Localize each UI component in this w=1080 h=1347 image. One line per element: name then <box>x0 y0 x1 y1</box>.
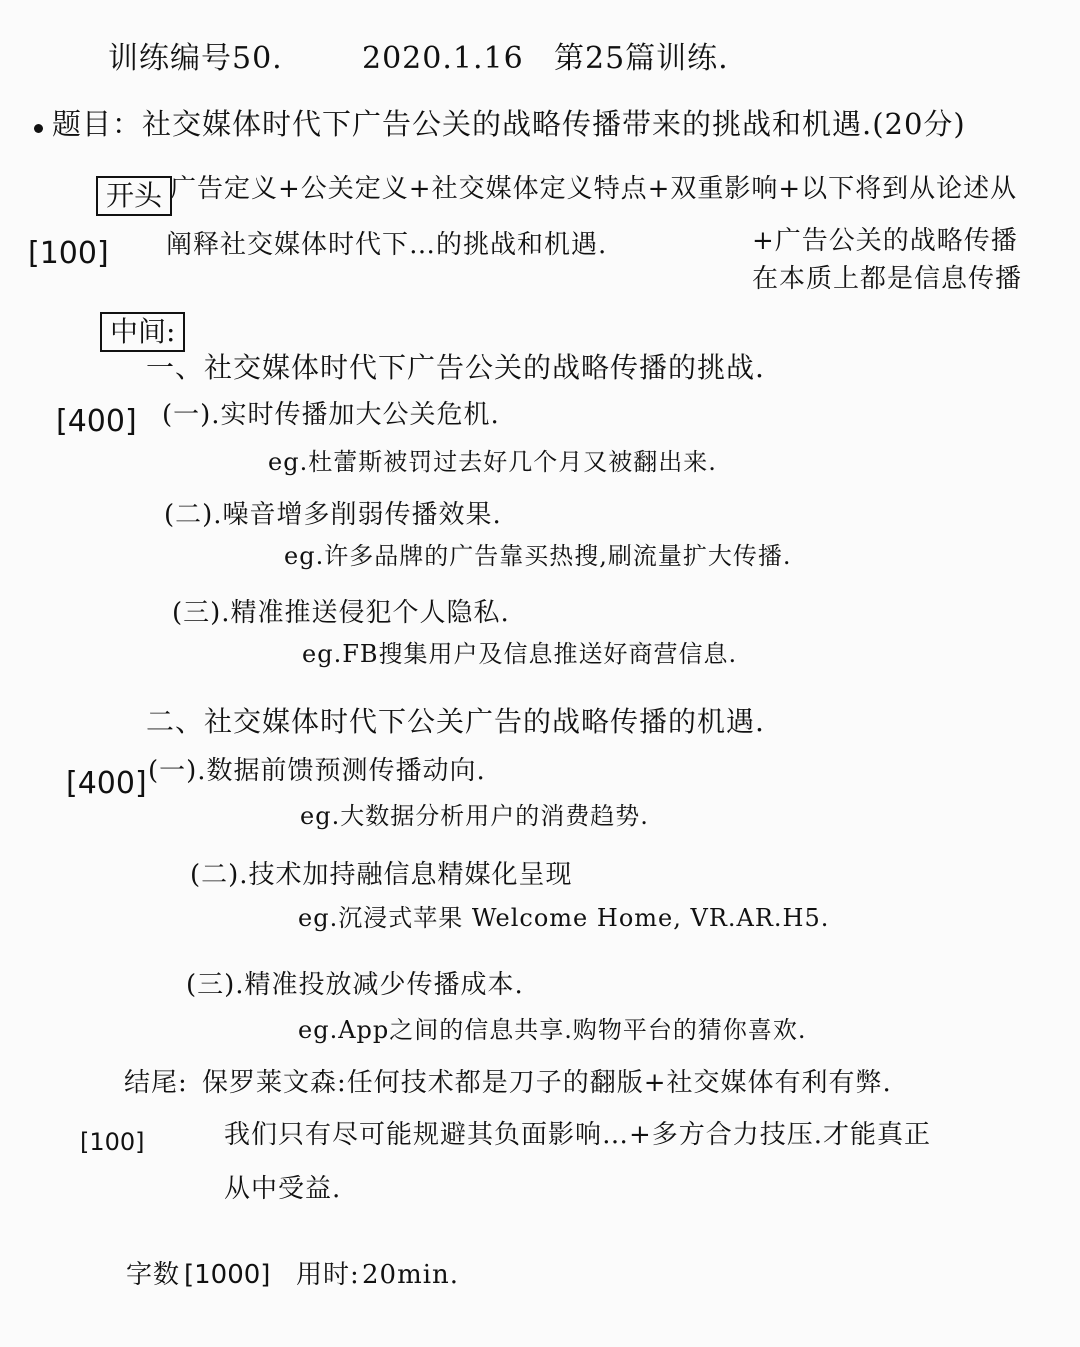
section-2-word-count: [400] <box>66 766 147 801</box>
section-2-item-3: (三).精准投放减少传播成本. <box>186 970 524 1000</box>
essay-title: 题目：社交媒体时代下广告公关的战略传播带来的挑战和机遇.(20分) <box>52 107 966 141</box>
ending-line-1: 保罗莱文森:任何技术都是刀子的翻版+社交媒体有利有弊. <box>202 1068 892 1098</box>
section-1-example-1: eg.杜蕾斯被罚过去好几个月又被翻出来. <box>268 448 717 476</box>
ending-line-2: 我们只有尽可能规避其负面影响…+多方合力技压.才能真正 <box>224 1120 932 1150</box>
ending-word-count: [100] <box>80 1128 145 1156</box>
middle-tag: 中间: <box>100 312 185 352</box>
word-count-label: 字数 <box>126 1260 181 1290</box>
opening-line-2: 阐释社交媒体时代下…的挑战和机遇. <box>166 230 608 260</box>
time-label: 用时: <box>296 1260 360 1290</box>
section-2-heading: 二、社交媒体时代下公关广告的战略传播的机遇. <box>146 705 765 738</box>
section-1-item-1: (一).实时传播加大公关危机. <box>162 400 500 430</box>
ending-line-3: 从中受益. <box>224 1174 342 1204</box>
section-2-example-1: eg.大数据分析用户的消费趋势. <box>300 802 649 830</box>
section-1-example-2: eg.许多品牌的广告靠买热搜,刷流量扩大传播. <box>284 542 792 570</box>
section-1-example-3: eg.FB搜集用户及信息推送好商营信息. <box>302 640 738 668</box>
section-2-item-1: (一).数据前馈预测传播动向. <box>148 756 486 786</box>
bullet-icon <box>34 124 43 133</box>
section-1-item-3: (三).精准推送侵犯个人隐私. <box>172 598 510 628</box>
section-1-item-2: (二).噪音增多削弱传播效果. <box>164 500 502 530</box>
opening-tag: 开头 <box>96 176 172 216</box>
opening-line-1: 广告定义+公关定义+社交媒体定义特点+双重影响+以下将到从论述从 <box>170 174 1018 204</box>
opening-note-line-1: +广告公关的战略传播 <box>752 226 1018 256</box>
opening-word-count: [100] <box>28 236 109 271</box>
section-2-example-3: eg.App之间的信息共享.购物平台的猜你喜欢. <box>298 1016 807 1044</box>
total-word-count: [1000] <box>184 1260 271 1290</box>
date: 2020.1.16 <box>362 41 524 76</box>
ending-tag: 结尾: <box>124 1068 188 1098</box>
section-2-example-2: eg.沉浸式苹果 Welcome Home, VR.AR.H5. <box>298 904 830 932</box>
opening-note-line-2: 在本质上都是信息传播 <box>752 264 1023 294</box>
session-number: 第25篇训练. <box>554 41 729 76</box>
section-1-heading: 一、社交媒体时代下广告公关的战略传播的挑战. <box>146 351 765 384</box>
section-1-word-count: [400] <box>56 404 137 439</box>
section-2-item-2: (二).技术加持融信息精媒化呈现 <box>190 860 573 890</box>
training-number: 训练编号50. <box>108 41 283 76</box>
time-value: 20min. <box>362 1260 460 1290</box>
